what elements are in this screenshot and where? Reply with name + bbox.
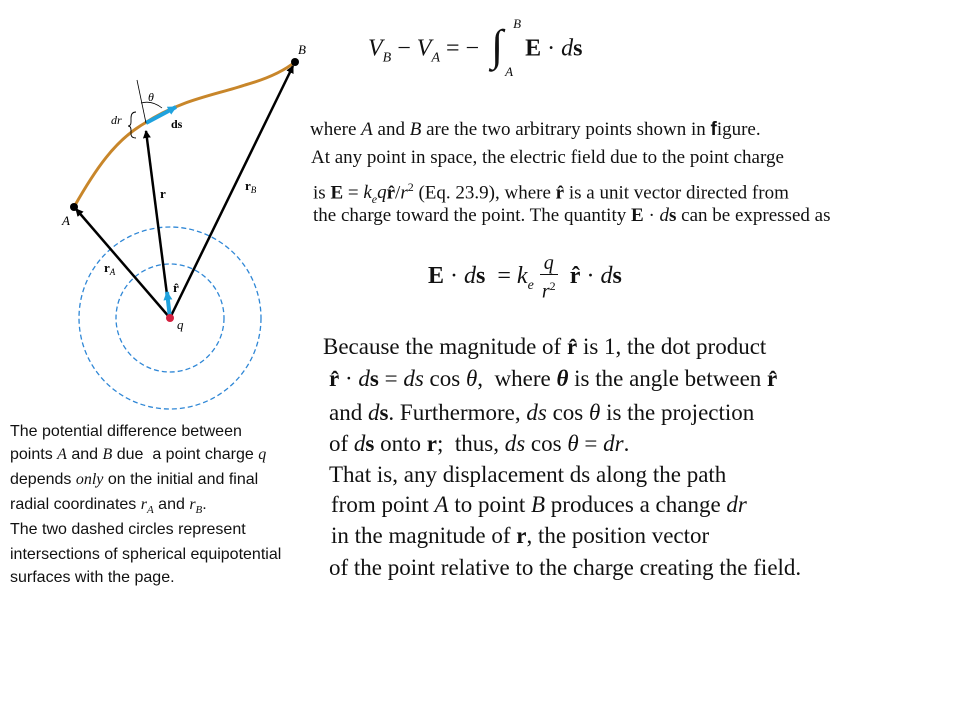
caption-line-4: radial coordinates $r_A$ and $r_B$. — [10, 496, 207, 517]
caption-line-5: The two dashed circles represent — [10, 521, 246, 538]
para2-line-1: Because the magnitude of r̂ is 1, the dot product — [323, 334, 767, 359]
para2-line-5: That is, any displacement ds along the path — [329, 462, 727, 487]
caption-line-3: depends only on the initial and final — [10, 471, 259, 488]
point-a-dot — [70, 203, 78, 211]
caption-line-6: intersections of spherical equipotential — [10, 546, 282, 563]
para2-line-4: of ds onto r; thus, ds cos θ = dr. — [329, 431, 630, 456]
point-b-dot — [291, 58, 299, 66]
label-ra: $r_A$ — [104, 260, 116, 277]
label-b: B — [298, 42, 306, 57]
label-dr: dr — [111, 113, 122, 127]
para1-line-2: At any point in space, the electric field due to the point charge — [311, 147, 784, 168]
field-diagram — [0, 0, 320, 410]
caption-line-1: The potential difference between — [10, 423, 242, 440]
para2-line-7: in the magnitude of r, the position vector — [331, 523, 710, 548]
equation-potential-difference: $V_B - V_A$ = − ∫ B A E · ds — [368, 16, 583, 79]
para1-line-4: the charge toward the point. The quantity E · ds can be expressed as — [313, 205, 831, 226]
para1-line-1: where A and B are the two arbitrary points shown in figure. — [310, 119, 761, 140]
vector-ra — [76, 209, 170, 318]
para2-line-2: r̂ · ds = ds cos θ, where θ is the angle between r̂ — [329, 366, 778, 391]
label-theta: θ — [148, 90, 154, 104]
label-r: r — [160, 186, 166, 201]
label-ds: ds — [171, 117, 183, 131]
para2-line-6: from point A to point B produces a change dr — [331, 492, 747, 517]
para1-line-3: is $E = k_eqr̂/r^2$ (Eq. 23.9), where r̂ is a unit vector directed from — [313, 180, 789, 207]
label-q: q — [177, 317, 184, 332]
para2-line-3: and ds. Furthermore, ds cos θ is the projection — [329, 400, 755, 425]
theta-guide-line — [137, 80, 146, 123]
path-curve — [74, 62, 295, 207]
para2-line-8: of the point relative to the charge creating the field. — [329, 555, 802, 580]
caption-line-2: points A and B due a point charge q — [10, 446, 267, 463]
caption-line-7: surfaces with the page. — [10, 569, 175, 586]
charge-dot — [166, 314, 174, 322]
vector-rb — [170, 66, 293, 318]
label-a: A — [62, 213, 70, 228]
equation-dot-product: E · ds = $k_e$ $\frac{q}{r^2}$ r̂ · ds — [428, 252, 622, 303]
label-rb: $r_B$ — [245, 178, 257, 195]
label-rhat: r̂ — [173, 280, 179, 295]
vector-r — [146, 131, 170, 318]
